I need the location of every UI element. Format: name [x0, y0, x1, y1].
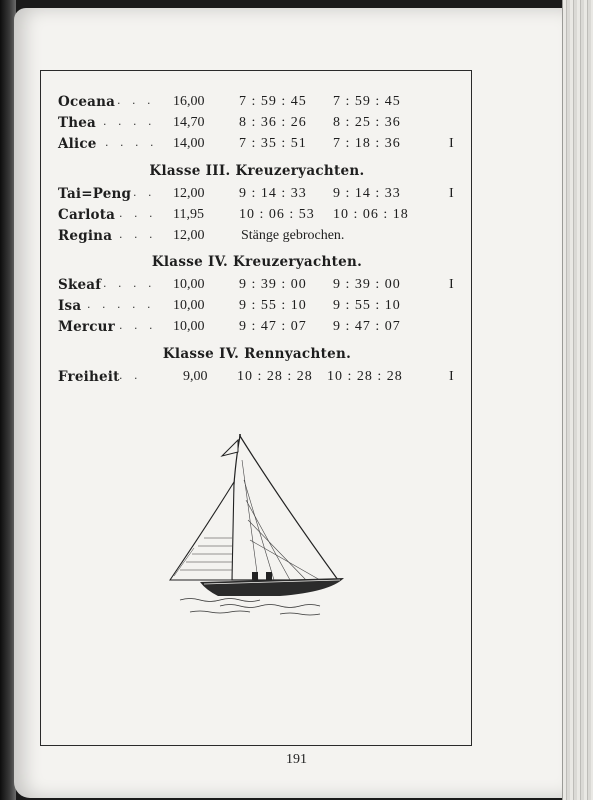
leader-dots: . . . — [119, 319, 157, 332]
rating-value: 16,00 — [173, 94, 205, 109]
leader-dots: . . . . . — [87, 298, 155, 311]
elapsed-time: 9 : 47 : 07 — [239, 319, 307, 334]
section-heading: Klasse III. Kreuzeryachten. — [149, 163, 365, 179]
yacht-name: Regina — [58, 228, 113, 244]
leader-dots: . . . — [117, 94, 155, 107]
rating-value: 14,00 — [173, 136, 205, 151]
yacht-name: Carlota — [58, 207, 116, 223]
corrected-time: 9 : 14 : 33 — [333, 186, 401, 201]
leader-dots: . . — [133, 186, 156, 199]
leader-dots: . . . — [119, 228, 157, 241]
yacht-name: Oceana — [58, 94, 116, 110]
table-row — [41, 205, 473, 227]
elapsed-time: 10 : 06 : 53 — [239, 207, 315, 222]
rating-value: 12,00 — [173, 228, 205, 243]
page-edges — [562, 0, 593, 800]
table-row — [41, 184, 473, 206]
section-heading: Klasse IV. Rennyachten. — [162, 346, 352, 362]
rating-value: 10,00 — [173, 319, 205, 334]
corrected-time: 9 : 39 : 00 — [333, 277, 401, 292]
yacht-name: Isa — [58, 298, 82, 314]
elapsed-time: 9 : 39 : 00 — [239, 277, 307, 292]
page-number: 191 — [286, 752, 307, 767]
corrected-time: 7 : 59 : 45 — [333, 94, 401, 109]
leader-dots: . . . . — [103, 277, 156, 290]
elapsed-time: 9 : 14 : 33 — [239, 186, 307, 201]
rating-value: 12,00 — [173, 186, 205, 201]
table-row — [41, 113, 473, 135]
leader-dots: . . . . — [105, 136, 158, 149]
yacht-name: Alice — [58, 136, 97, 152]
leader-dots: . . . — [119, 207, 157, 220]
leader-dots: . . . . — [103, 115, 156, 128]
section-heading: Klasse IV. Kreuzeryachten. — [151, 254, 363, 270]
rating-value: 10,00 — [173, 277, 205, 292]
elapsed-time: 8 : 36 : 26 — [239, 115, 307, 130]
content-frame — [40, 70, 472, 746]
corrected-time: 8 : 25 : 36 — [333, 115, 401, 130]
rating-value: 14,70 — [173, 115, 205, 130]
elapsed-time: 10 : 28 : 28 — [237, 369, 313, 384]
yacht-name: Skeaf — [58, 277, 102, 293]
remark-text: Stänge gebrochen. — [241, 228, 345, 243]
table-row — [41, 226, 473, 248]
elapsed-time: 7 : 35 : 51 — [239, 136, 307, 151]
yacht-name: Freiheit — [58, 369, 120, 385]
yacht-name: Mercur — [58, 319, 115, 335]
prize-mark: I — [449, 186, 454, 201]
corrected-time: 7 : 18 : 36 — [333, 136, 401, 151]
prize-mark: I — [449, 369, 454, 384]
yacht-name: Thea — [58, 115, 96, 131]
yacht-name: Tai=Peng — [58, 186, 132, 202]
rating-value: 11,95 — [173, 207, 204, 222]
leader-dots: . . — [119, 369, 142, 382]
elapsed-time: 7 : 59 : 45 — [239, 94, 307, 109]
corrected-time: 9 : 47 : 07 — [333, 319, 401, 334]
elapsed-time: 9 : 55 : 10 — [239, 298, 307, 313]
table-row — [41, 367, 473, 389]
table-row — [41, 296, 473, 318]
rating-value: 10,00 — [173, 298, 205, 313]
corrected-time: 10 : 06 : 18 — [333, 207, 409, 222]
corrected-time: 10 : 28 : 28 — [327, 369, 403, 384]
sailing-yacht-illustration — [160, 430, 350, 620]
rating-value: 9,00 — [183, 369, 208, 384]
table-row — [41, 134, 473, 156]
prize-mark: I — [449, 136, 454, 151]
table-row — [41, 317, 473, 339]
corrected-time: 9 : 55 : 10 — [333, 298, 401, 313]
table-row — [41, 92, 473, 114]
prize-mark: I — [449, 277, 454, 292]
table-row — [41, 275, 473, 297]
